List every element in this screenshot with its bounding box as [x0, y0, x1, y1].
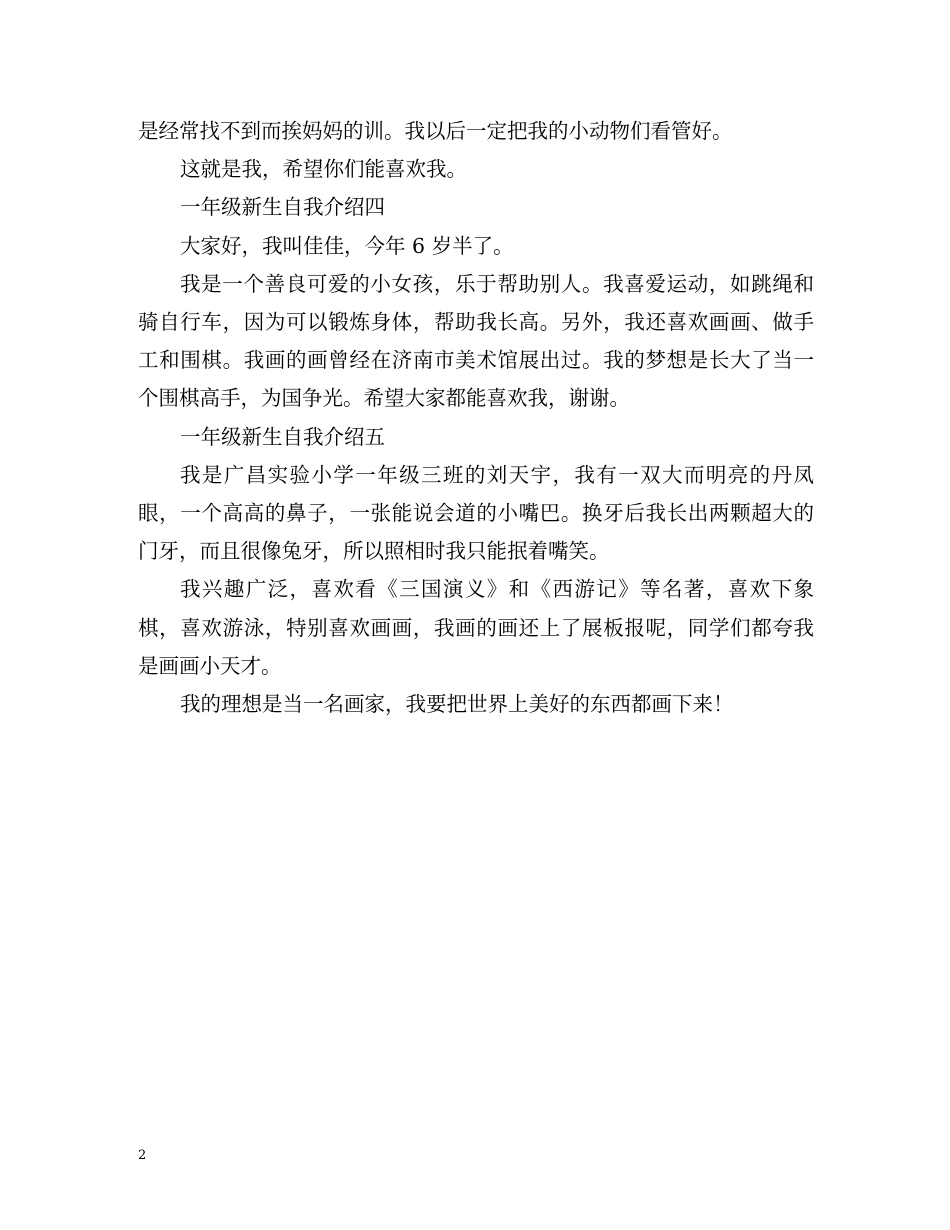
- page-number: 2: [138, 1148, 147, 1163]
- paragraph-self-description: 我是一个善良可爱的小女孩，乐于帮助别人。我喜爱运动，如跳绳和骑自行车，因为可以锻炼身体，帮助我长高。另外，我还喜欢画画、做手工和围棋。我画的画曾经在济南市美术馆展出过。我的梦想是长大了当一个围棋高手，为国争光。希望大家都能喜欢我，谢谢。: [138, 271, 814, 411]
- document-body: [138, 112, 814, 723]
- paragraph-continuation: 是经常找不到而挨妈妈的训。我以后一定把我的小动物们看管好。: [138, 119, 733, 143]
- paragraph-appearance: 我是广昌实验小学一年级三班的刘天宇，我有一双大而明亮的丹凤眼，一个高高的鼻子，一张能说会道的小嘴巴。换牙后我长出两颗超大的门牙，而且很像兔牙，所以照相时我只能抿着嘴笑。: [138, 462, 814, 564]
- paragraph-dream: 我的理想是当一名画家，我要把世界上美好的东西都画下来！: [180, 692, 734, 717]
- section-heading-four: 一年级新生自我介绍四: [180, 195, 385, 220]
- paragraph-interests: 我兴趣广泛，喜欢看《三国演义》和《西游记》等名著，喜欢下象棋，喜欢游泳，特别喜欢画画，我画的画还上了展板报呢，同学们都夸我是画画小天才。: [138, 577, 814, 678]
- paragraph-closing-line: 这就是我，希望你们能喜欢我。: [180, 157, 467, 182]
- paragraph-greeting: 大家好，我叫佳佳，今年 6 岁半了。: [180, 233, 514, 258]
- section-heading-five: 一年级新生自我介绍五: [180, 424, 385, 449]
